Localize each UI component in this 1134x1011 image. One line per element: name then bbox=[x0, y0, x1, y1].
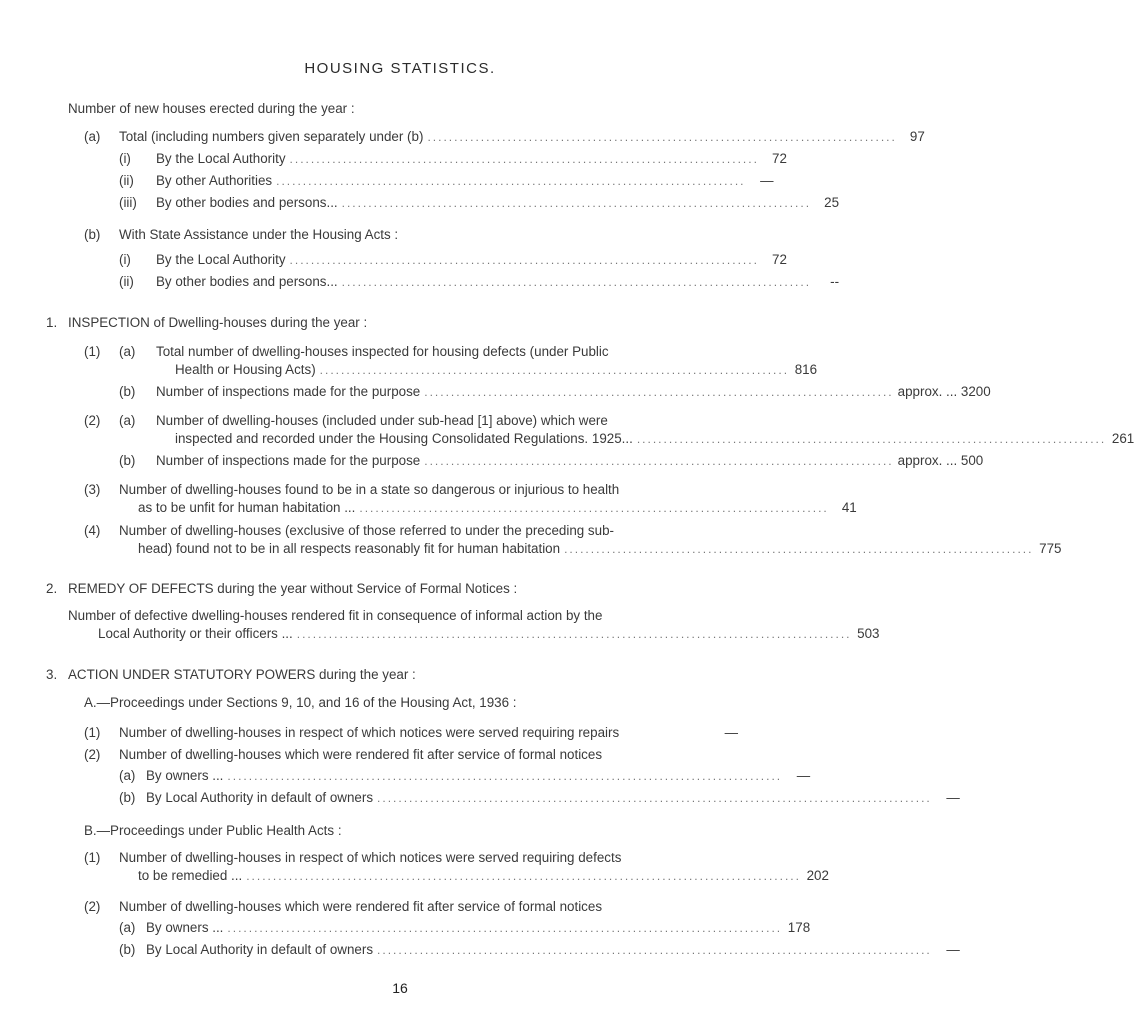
s1-p1-b-label: (b) bbox=[119, 384, 136, 399]
s1-p1-label: (1) bbox=[84, 344, 101, 359]
item-b-ii-value: -- bbox=[830, 274, 840, 289]
dot-leader: ........................................................................................ bbox=[424, 385, 894, 399]
section-3-number: 3. bbox=[46, 667, 58, 682]
item-a-ii-label: (ii) bbox=[119, 173, 134, 188]
section-1-number: 1. bbox=[46, 315, 58, 330]
s2-line1: Number of defective dwelling-houses rendered fit in consequence of informal action by the bbox=[68, 608, 603, 623]
s1-p2-b-label: (b) bbox=[119, 453, 136, 468]
dot-leader: ........................................................................................................ bbox=[377, 943, 932, 957]
s1-p4-row bbox=[138, 540, 1062, 558]
dot-leader: ........................................................................................ bbox=[427, 130, 897, 144]
s1-p1-b-row bbox=[156, 383, 991, 401]
item-b-i-value: 72 bbox=[772, 252, 787, 267]
dot-leader: ........................................................................................ bbox=[289, 152, 759, 166]
item-a-text: Total (including numbers given separately under (b) bbox=[119, 129, 424, 144]
item-a-ii-text: By other Authorities bbox=[156, 173, 273, 188]
s3-B-a-row bbox=[146, 919, 811, 937]
s3-B-b-label: (b) bbox=[119, 942, 136, 957]
section-3-heading: ACTION UNDER STATUTORY POWERS during the year : bbox=[68, 667, 416, 682]
item-a-ii-value: — bbox=[760, 173, 774, 188]
s1-p1-a-label: (a) bbox=[119, 344, 136, 359]
s1-p3-value: 41 bbox=[841, 500, 857, 515]
s1-p1-a-line2: Health or Housing Acts) bbox=[175, 362, 316, 377]
s1-p2-b-value: approx. ... 500 bbox=[897, 453, 984, 468]
dot-leader: ........................................................................................ bbox=[359, 501, 829, 515]
s2-value: 503 bbox=[857, 626, 880, 641]
s3-A-b-row bbox=[146, 789, 960, 807]
s3-A-b-text: By Local Authority in default of owners bbox=[146, 790, 374, 805]
dot-leader: ........................................................................................................ bbox=[296, 627, 852, 641]
page-number: 16 bbox=[392, 980, 408, 996]
intro-text: Number of new houses erected during the year : bbox=[68, 101, 355, 116]
item-a-row bbox=[119, 128, 925, 146]
item-a-iii-label: (iii) bbox=[119, 195, 137, 210]
s3-B-b-text: By Local Authority in default of owners bbox=[146, 942, 374, 957]
s3-A-p2-text: Number of dwelling-houses which were rendered fit after service of formal notices bbox=[119, 747, 603, 762]
s3-A-b-label: (b) bbox=[119, 790, 136, 805]
dot-leader: ........................................................................................ bbox=[341, 275, 812, 289]
s1-p2-a-label: (a) bbox=[119, 413, 136, 428]
s1-p1-a-row bbox=[175, 361, 818, 379]
item-a-value: 97 bbox=[909, 129, 925, 144]
s1-p4-line1: Number of dwelling-houses (exclusive of those referred to under the preceding sub- bbox=[119, 523, 614, 538]
s3-A-p2-label: (2) bbox=[84, 747, 101, 762]
s1-p2-b-row bbox=[156, 452, 984, 470]
item-a-i-label: (i) bbox=[119, 151, 131, 166]
item-a-iii-text: By other bodies and persons... bbox=[156, 195, 338, 210]
s1-p2-a-line1: Number of dwelling-houses (included under sub-head [1] above) which were bbox=[156, 413, 608, 428]
s1-p3-label: (3) bbox=[84, 482, 101, 497]
s3-A-a-value: — bbox=[796, 768, 811, 783]
s3-B-heading: B.—Proceedings under Public Health Acts : bbox=[84, 823, 342, 838]
section-2-number: 2. bbox=[46, 581, 58, 596]
dot-leader: ........................................................................................................ bbox=[227, 769, 783, 783]
s1-p1-b-text: Number of inspections made for the purpose bbox=[156, 384, 421, 399]
s2-line2: Local Authority or their officers ... bbox=[98, 626, 293, 641]
section-2-heading: REMEDY OF DEFECTS during the year without Service of Formal Notices : bbox=[68, 581, 518, 596]
dot-leader: ........................................................................................ bbox=[276, 174, 746, 188]
s3-B-p1-value: 202 bbox=[806, 868, 829, 883]
s1-p2-a-value: 261 bbox=[1111, 431, 1134, 446]
s3-A-a-label: (a) bbox=[119, 768, 136, 783]
s3-A-p1-label: (1) bbox=[84, 725, 101, 740]
s3-B-p1-label: (1) bbox=[84, 850, 101, 865]
s1-p2-label: (2) bbox=[84, 413, 101, 428]
s3-A-p1-row bbox=[119, 724, 738, 742]
s3-B-p2-text: Number of dwelling-houses which were rendered fit after service of formal notices bbox=[119, 899, 603, 914]
s1-p1-a-line1: Total number of dwelling-houses inspected for housing defects (under Public bbox=[156, 344, 609, 359]
dot-leader: ........................................................................................ bbox=[319, 363, 790, 377]
s1-p3-line1: Number of dwelling-houses found to be in a state so dangerous or injurious to health bbox=[119, 482, 620, 497]
dot-leader: ........................................................................................................ bbox=[377, 791, 932, 805]
item-a-iii-value: 25 bbox=[824, 195, 840, 210]
s1-p4-value: 775 bbox=[1039, 541, 1062, 556]
dot-leader: ........................................................................................ bbox=[424, 454, 894, 468]
item-a-iii-row bbox=[156, 194, 840, 212]
item-a-ii-row bbox=[156, 172, 774, 190]
dot-leader: ........................................................................................ bbox=[636, 432, 1107, 446]
s1-p4-line2: head) found not to be in all respects reasonably fit for human habitation bbox=[138, 541, 561, 556]
item-b-label: (b) bbox=[84, 227, 101, 242]
s3-A-p1-text: Number of dwelling-houses in respect of which notices were served requiring repairs bbox=[119, 725, 620, 740]
dot-leader: ........................................................................................ bbox=[564, 542, 1034, 556]
item-b-text: With State Assistance under the Housing Acts : bbox=[119, 227, 399, 242]
s3-A-a-row bbox=[146, 767, 811, 785]
section-1-heading: INSPECTION of Dwelling-houses during the year : bbox=[68, 315, 368, 330]
item-b-ii-text: By other bodies and persons... bbox=[156, 274, 338, 289]
s1-p1-a-value: 816 bbox=[794, 362, 818, 377]
s3-A-p1-value: — bbox=[724, 725, 738, 740]
s3-B-b-value: — bbox=[946, 942, 960, 957]
s2-row bbox=[98, 625, 880, 643]
s1-p1-b-value: approx. ... 3200 bbox=[897, 384, 991, 399]
s1-p2-a-row bbox=[175, 430, 1134, 448]
s3-B-p1-line1: Number of dwelling-houses in respect of which notices were served requiring defects bbox=[119, 850, 622, 865]
item-a-label: (a) bbox=[84, 129, 101, 144]
dot-leader: ........................................................................................ bbox=[341, 196, 812, 210]
s3-B-p1-row bbox=[138, 867, 829, 885]
dot-leader: ........................................................................................................ bbox=[246, 869, 801, 883]
dot-leader: ........................................................................................................ bbox=[227, 921, 783, 935]
s3-B-a-value: 178 bbox=[787, 920, 811, 935]
item-b-ii-row bbox=[156, 273, 840, 291]
s3-B-b-row bbox=[146, 941, 960, 959]
item-b-i-row bbox=[156, 251, 787, 269]
s1-p2-b-text: Number of inspections made for the purpose bbox=[156, 453, 421, 468]
item-b-i-text: By the Local Authority bbox=[156, 252, 286, 267]
s3-A-a-text: By owners ... bbox=[146, 768, 224, 783]
s3-B-a-text: By owners ... bbox=[146, 920, 224, 935]
s1-p3-row bbox=[138, 499, 857, 517]
item-a-i-text: By the Local Authority bbox=[156, 151, 286, 166]
s1-p2-a-line2: inspected and recorded under the Housing Consolidated Regulations. 1925... bbox=[175, 431, 633, 446]
item-a-i-row bbox=[156, 150, 787, 168]
dot-leader: ........................................................................................ bbox=[289, 253, 759, 267]
s1-p3-line2: as to be unfit for human habitation ... bbox=[138, 500, 356, 515]
item-b-i-label: (i) bbox=[119, 252, 131, 267]
s3-B-p2-label: (2) bbox=[84, 899, 101, 914]
s3-B-a-label: (a) bbox=[119, 920, 136, 935]
page-title: HOUSING STATISTICS. bbox=[304, 60, 496, 77]
s3-A-b-value: — bbox=[946, 790, 960, 805]
s1-p4-label: (4) bbox=[84, 523, 101, 538]
s3-A-heading: A.—Proceedings under Sections 9, 10, and 16 of the Housing Act, 1936 : bbox=[84, 695, 517, 710]
s3-B-p1-line2: to be remedied ... bbox=[138, 868, 243, 883]
item-b-ii-label: (ii) bbox=[119, 274, 134, 289]
item-a-i-value: 72 bbox=[772, 151, 787, 166]
